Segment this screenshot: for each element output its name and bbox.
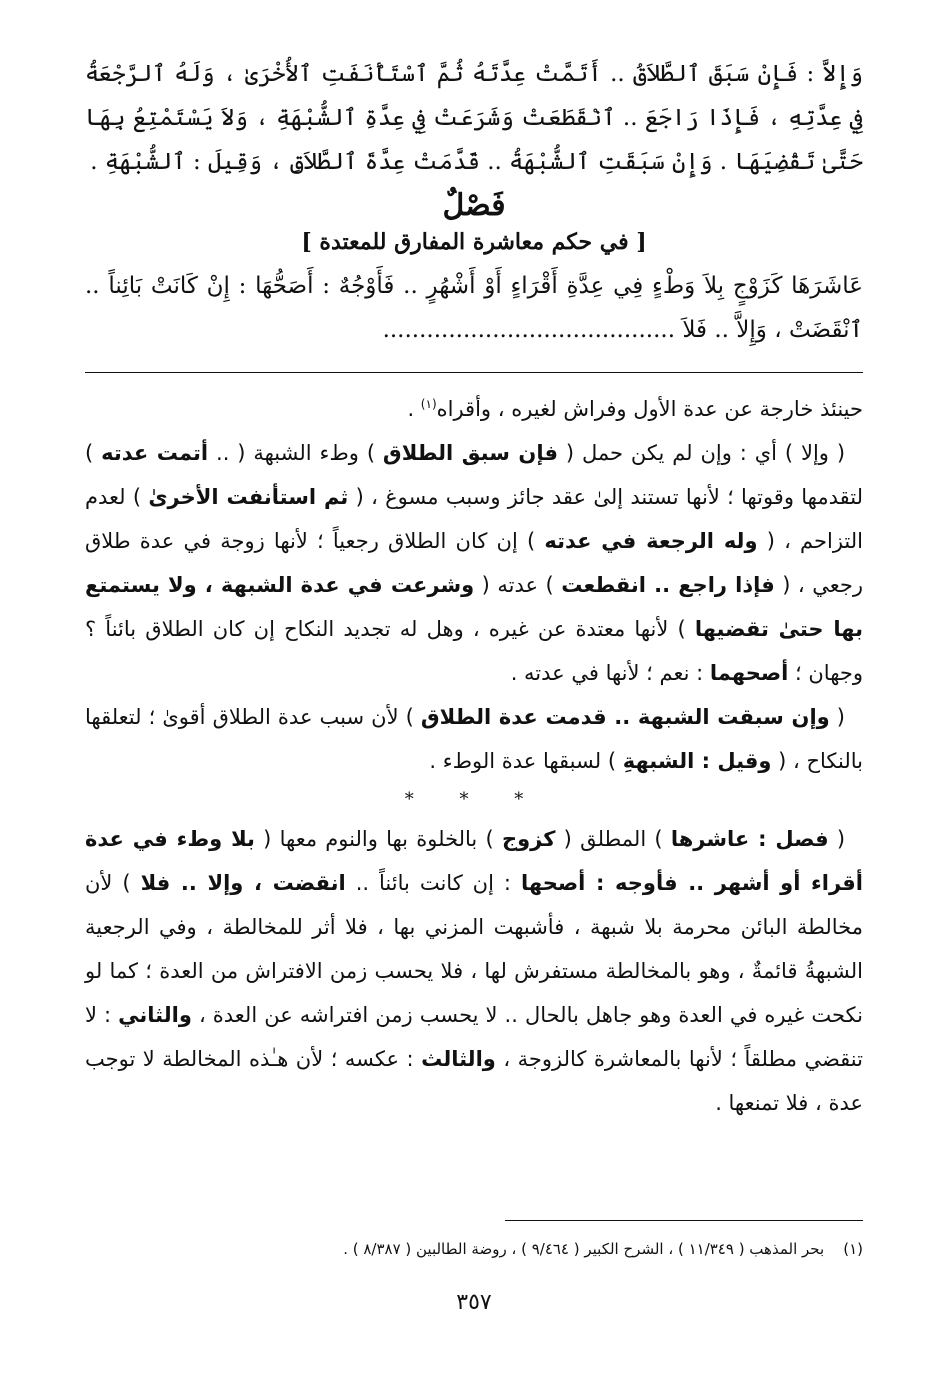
quoted-matn: بلا وطء في عدة أقراء أو أشهر .. فأوجه : أصحها	[85, 827, 863, 895]
main-divider	[85, 372, 863, 373]
fasl-heading: فَصْلٌ	[442, 188, 506, 223]
commentary-text: : نعم ؛ لأنها في عدته .	[510, 661, 710, 685]
quoted-matn: انقضت ، وإلا .. فلا	[140, 871, 346, 895]
footnote-number: (١)	[843, 1240, 863, 1258]
quoted-matn: وله الرجعة في عدته	[544, 529, 758, 553]
quoted-matn: وإن سبقت الشبهة .. قدمت عدة الطلاق	[420, 705, 830, 729]
section-separator-stars: * * *	[404, 789, 544, 810]
commentary-paragraph-3	[85, 695, 863, 783]
quoted-matn: ثم استأنفت الأخرىٰ	[148, 485, 349, 509]
commentary-text: ) إن كان الطلاق رجعياً ؛ لأنها زوجة في عدة طلاق رجعي ، (	[85, 529, 863, 597]
footnote-text: بحر المذهب ( ١١/٣٤٩ ) ، الشرح الكبير ( ٩/٤٦٤ ) ، روضة الطالبين ( ٨/٣٨٧ ) .	[343, 1240, 825, 1258]
commentary-text: ) بالخلوة بها والنوم معها (	[254, 827, 502, 851]
quoted-matn: أصحهما	[709, 661, 789, 685]
quoted-matn: وشرعت في عدة الشبهة ، ولا يستمتع بها حتىٰ تقضيها	[85, 573, 863, 641]
commentary-text: (	[828, 827, 846, 851]
matn-paragraph-2-text: عَاشَرَهَا كَزَوْجٍ بِلاَ وَطْءٍ فِي عِدَّةِ أَقْرَاءٍ أَوْ أَشْهُرٍ .. فَأَوْجُهٌ : أَصَحُّهَا : إِنْ كَانَتْ بَائِناً .. ٱنْقَضَتْ ، وَإِلاَّ .. فَلاَ	[85, 273, 863, 343]
commentary-text: ) المطلق (	[555, 827, 671, 851]
commentary	[85, 387, 863, 1125]
matn-paragraph-1: وَإِلاَّ : فَإِنْ سَبَقَ ٱلطَّلاَقُ .. أَتَمَّتْ عِدَّتَهُ ثُمَّ ٱسْتَأْنَفَتِ ٱلأُخْرَىٰ ، وَلَهُ ٱلرَّجْعَةُ فِي عِدَّتِهِ ، فَإِذَا رَاجَعَ .. ٱنْقَطَعَتْ وَشَرَعَتْ فِي عِدَّةِ ٱلشُّبْهَةِ ، وَلاَ يَسْتَمْتِعُ بِهَا حَتَّىٰ تَقْضِيَهَا . وَإِنْ سَبَقَتِ ٱلشُّبْهَةُ .. قَدَّمَتْ عِدَّةَ ٱلطَّلاَقِ ، وَقِيلَ : ٱلشُّبْهَةِ .	[85, 61, 863, 175]
commentary-text: حينئذ خارجة عن عدة الأول وفراش لغيره ، وأقراه	[436, 397, 863, 421]
page-number: ٣٥٧	[456, 1290, 492, 1315]
commentary-text: ) لأن مخالطة البائن محرمة بلا شبهة ، فأشبهت المزني بها ، فلا أثر للمخالطة ، وفي الرجعية الشبهةُ قائمةٌ ، وهو بالمخالطة مستفرش لها ، فلا يحسب زمن الافتراش من العدة ؛ كما لو نكحت غيره في العدة وهو جاهل بالحال .. لا يحسب زمن افتراشه عن العدة ،	[85, 871, 863, 1027]
commentary-text: : عكسه ؛ لأن هـٰذه المخالطة لا توجب عدة ، فلا تمنعها .	[85, 1047, 863, 1115]
page-body	[85, 52, 863, 1125]
quoted-matn: أتمت عدته	[101, 441, 209, 465]
commentary-paragraph-1	[85, 387, 863, 431]
commentary-text: ) لسبقها عدة الوطء .	[429, 749, 623, 773]
commentary-text: ( وإلا ) أي : وإن لم يكن حمل (	[557, 441, 846, 465]
commentary-paragraph-2	[85, 431, 863, 695]
quoted-matn: والثاني	[118, 1003, 192, 1027]
commentary-text: ) لعدم التزاحم ، (	[85, 485, 863, 553]
commentary-text: ) عدته (	[474, 573, 562, 597]
footnote-divider	[505, 1220, 863, 1221]
matn-paragraph-2	[85, 264, 863, 352]
commentary-text: .	[407, 397, 421, 421]
quoted-matn: والثالث	[421, 1047, 496, 1071]
commentary-paragraph-4	[85, 817, 863, 1125]
quoted-matn: فصل : عاشرها	[670, 827, 829, 851]
quoted-matn: وقيل : الشبهةِ	[622, 749, 772, 773]
fasl-subtitle: [ في حكم معاشرة المفارق للمعتدة ]	[301, 229, 647, 255]
quoted-matn: كزوج	[501, 827, 556, 851]
commentary-text: (	[829, 705, 845, 729]
commentary-text: ) لأنها معتدة عن غيره ، وهل له تجديد النكاح إن كان الطلاق بائناً ؟ وجهان ؛	[85, 617, 863, 685]
footnote	[85, 1236, 863, 1262]
quoted-matn: فإن سبق الطلاق	[382, 441, 558, 465]
matn-continuation-dots: ........................................	[382, 317, 676, 343]
commentary-text: : لا تنقضي مطلقاً ؛ لأنها بالمعاشرة كالزوجة ،	[85, 1003, 863, 1071]
commentary-text: ) لأن سبب عدة الطلاق أقوىٰ ؛ لتعلقها بالنكاح ، (	[85, 705, 863, 773]
commentary-text: ) وطء الشبهة ( ..	[208, 441, 383, 465]
footnote-marker: (١)	[420, 397, 437, 411]
commentary-text: : إن كانت بائناً ..	[345, 871, 521, 895]
commentary-text: ) لتقدمها وقوتها ؛ لأنها تستند إلىٰ عقد جائز وسبب مسوغ ، (	[85, 441, 863, 509]
quoted-matn: فإذا راجع .. انقطعت	[561, 573, 775, 597]
